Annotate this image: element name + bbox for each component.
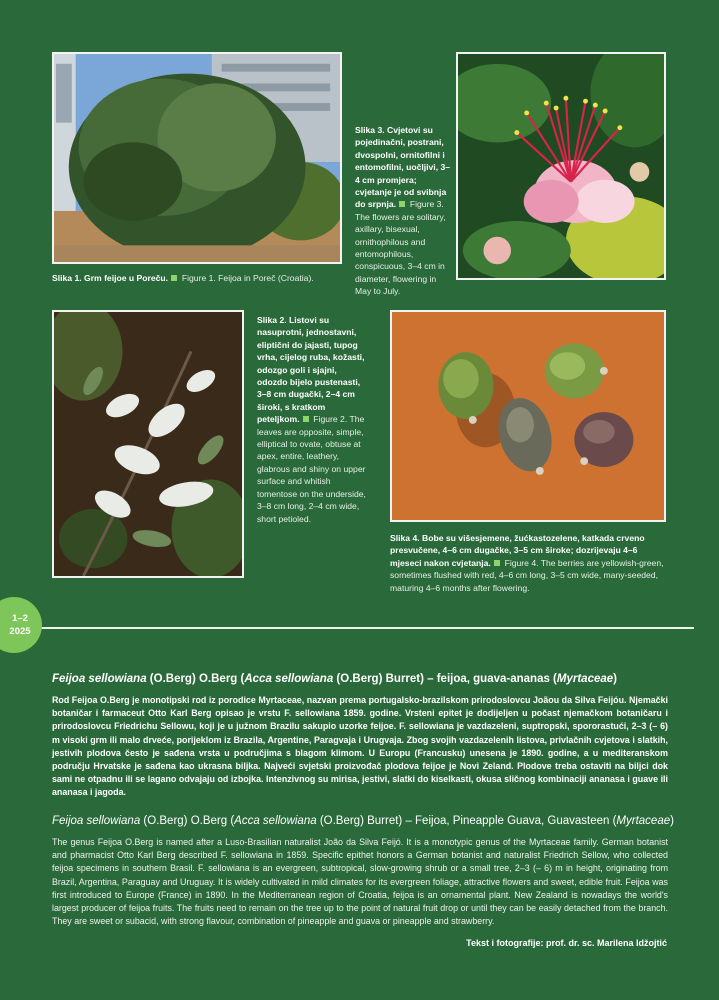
photo-feijoa-shrub [52,52,342,264]
caption-fig4-hr-text: Bobe su višesjemene, žućkastozelene, katkada crveno presvučene, 4–6 cm dugačke, 3–5 cm široke; dozrijevaju 4–6 mjeseci nakon cvjetanja. [390,533,645,568]
section-divider [20,627,694,629]
en-title-family: Myrtaceae [616,815,671,827]
photo-feijoa-leaves [52,310,244,578]
caption-fig1-hr-label: Slika 1. [52,273,82,283]
caption-fig3-hr-label: Slika 3. [355,125,385,135]
hr-title-family: Myrtaceae [556,673,614,685]
caption-fig2-hr-label: Slika 2. [257,315,287,325]
caption-fig2-en-label: Figure 2. [313,414,348,425]
hr-title-rest: (O.Berg) Burret) – feijoa, guava-ananas ( [333,673,557,685]
en-title-rest: (O.Berg) Burret) – Feijoa, Pineapple Guava, Guavasteen ( [316,815,617,827]
green-square-icon [494,560,500,566]
caption-fig3-en-text: The flowers are solitary, axillary, bisexual, ornithophilous and entomophilous, conspicuous, 3–4 cm in diameter, flowering in May to July. [355,211,446,297]
photo-feijoa-fruits [390,310,666,522]
hr-title-auth: (O.Berg) O.Berg ( [146,673,245,685]
green-square-icon [399,201,405,207]
caption-figure-1 [52,272,352,284]
caption-fig3-en-label: Figure 3. [409,199,444,210]
issue-badge [0,597,42,653]
hr-title-close: ) [613,673,617,685]
hr-title-synonym: Acca sellowiana [244,673,334,685]
caption-figure-3 [355,124,451,298]
issue-number: 1–2 [12,613,28,624]
author-credit: Tekst i fotografije: prof. dr. sc. Marilena Idžojtić [466,938,667,948]
green-square-icon [303,416,309,422]
caption-fig1-en-text: Feijoa in Poreč (Croatia). [218,273,314,283]
en-title-species: Feijoa sellowiana [52,815,141,827]
photo-feijoa-flower [456,52,666,280]
en-title-close: ) [670,815,674,827]
issue-year: 2025 [9,626,31,637]
caption-fig4-en-label: Figure 4. [504,557,539,568]
hr-title-species: Feijoa sellowiana [52,673,147,685]
caption-figure-4 [390,532,668,594]
en-title-synonym: Acca sellowiana [234,815,317,827]
en-section-body: The genus Feijoa O.Berg is named after a Luso-Brasilian naturalist João da Silva Feijó. It is a monotypic genus of the Myrtaceae family. German botanist and pharmacist Otto Karl Berg described F. sellowiana in 1859. Specific epithet honors a German botanist and naturalist Friedrich Sellow, who collected feijoa specimens in southern Brasil. F. sellowiana is an evergreen, subtropical, slow-growing shrub or a small tree, 2–3 (– 6) m in height, originating from Brazil, Argentina, Paraguay and Uruguay. It is widely cultivated in mild climates for its evergreen foliage, attractive flowers and sweet, edible fruit. Feijoa was first introduced to Europe (France) in 1890. In the Mediterranean region of Croatia, feijoa is an ornamental plant. New Zealand is nowadays the world's largest producer of feijoa fruits. The fruits need to remain on the tree up to the point of natural fruit drop or until they can be easily detached from the branch. They are sweet or subacid, with strong flavour, combination of pineapple and guava or pineapple and strawberry. [52,837,668,927]
green-square-icon [171,275,177,281]
en-section-title [52,815,674,827]
hr-section-title [52,673,617,685]
caption-fig3-hr-text: Cvjetovi su pojedinačni, postrani, dvospolni, ornitofilni i entomofilni, uočljivi, 3–4 cm promjera; cvjetanje je od svibnja do srpnja. [355,125,451,210]
caption-fig1-hr-text: Grm feijoe u Poreču. [84,273,169,283]
caption-fig4-hr-label: Slika 4. [390,533,420,543]
caption-figure-2 [257,314,369,525]
en-title-auth: (O.Berg) O.Berg ( [140,815,235,827]
caption-fig1-en-label: Figure 1. [181,273,216,283]
caption-fig4-en-text: The berries are yellowish-green, sometimes flushed with red, 4–6 cm long, 3–5 cm wide, many-seeded, maturing 4–6 months after flowering. [390,557,664,593]
hr-section-body: Rod Feijoa O.Berg je monotipski rod iz porodice Myrtaceae, nazvan prema portugalsko-brazilskom prirodoslovcu Joãou da Silva Feijóu. Njemački botaničar i farmaceut Otto Karl Berg opisao je vrstu F. sellowiana 1859. godine. Vrsteni epitet je dodijeljen u počast njemačkom botaničaru i prirodoslovcu Friedrichu Sellowu, koji je u južnom Brazilu sakupio uzorke feijoe. F. sellowiana je vazdazeleni, suptropski, spororastući, 2–3 (– 6) m visoki grm ili malo drveće, porijeklom iz Brazila, Argentine, Paragvaja i Urugvaja. Zbog svojih vazdazelenih listova, privlačnih cvjetova i slatkih, jestivih plodova često je sađena vrsta u područjima s blagom klimom. U Europu (Francusku) unesena je 1890. godine, a u mediteranskom području Hrvatske je sađena kao ukrasna biljka. Najveći svjetski proizvođač plodova feijoe je Novi Zeland. Plodove treba ostaviti na biljci dok sami ne otpadnu ili se lagano odvajaju od izbojka. Intenzivnog su mirisa, jestivi, slatki do kiselkasti, okusa sličnog kombinaciji ananasa i guave ili ananasa i jagoda. [52,695,668,798]
caption-fig2-hr-text: Listovi su nasuprotni, jednostavni, eliptični do jajasti, tupog vrha, cijelog ruba, kožasti, odozgo goli i sjajni, odozdo bijelo pustenasti, 3–8 cm dugački, 2–4 cm široki, s kratkom peteljkom. [257,315,365,425]
caption-fig2-en-text: The leaves are opposite, simple, elliptical to ovate, obtuse at apex, entire, leathery, glabrous and shiny on upper surface and whitish tomentose on the underside, 3–8 cm long, 2–4 cm wide, short petioled. [257,414,366,524]
